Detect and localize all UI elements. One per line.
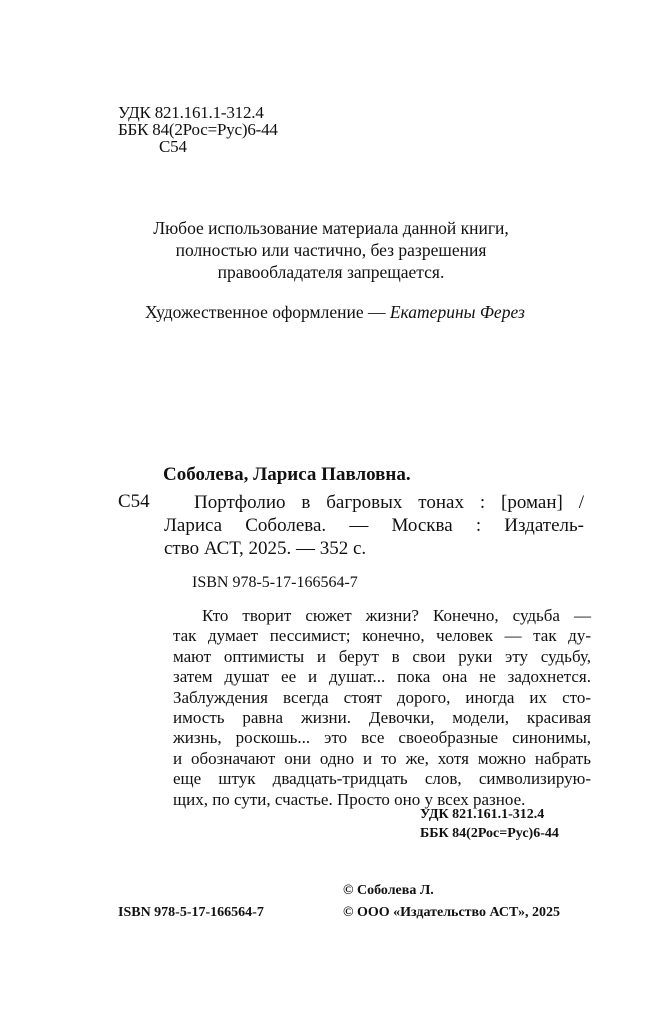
bbk-index: ББК 84(2Рос=Рус)6-44 <box>118 120 278 139</box>
annotation-line: Заблуждения всегда стоят дорого, иногда их сто- <box>173 687 591 707</box>
catalog-cutter-code: С54 <box>118 491 150 512</box>
copyright-publisher: © ООО «Издательство АСТ», 2025 <box>343 905 561 920</box>
copyright-author: © Соболева Л. <box>343 883 434 898</box>
usage-notice-line-2: полностью или частично, без разрешения <box>175 240 487 260</box>
catalog-description-line: ство АСТ, 2025. — 352 с. <box>164 538 367 559</box>
art-designer-name: Екатерины Ферез <box>389 302 525 322</box>
annotation <box>173 606 591 810</box>
annotation-line: и обозначают они одно и то же, хотя можно набрать <box>173 748 591 768</box>
annotation-line: жизнь, роскошь... это все своеобразные синонимы, <box>173 728 591 748</box>
annotation-line: так думает пессимист; конечно, человек — так ду- <box>173 626 591 646</box>
usage-notice-line-3: правообладателя запрещается. <box>217 262 445 282</box>
annotation-line: имость равна жизни. Девочки, модели, красивая <box>173 708 591 728</box>
catalog-bbk: ББК 84(2Рос=Рус)6-44 <box>420 826 559 841</box>
udk-index: УДК 821.161.1-312.4 <box>118 103 264 122</box>
annotation-line: щих, по сути, счастье. Просто оно у всех разное. <box>173 789 526 809</box>
cutter-code: С54 <box>159 137 187 156</box>
annotation-line: Кто творит сюжет жизни? Конечно, судьба — <box>202 606 591 625</box>
catalog-udk: УДК 821.161.1-312.4 <box>420 807 545 822</box>
catalog-description <box>164 491 584 560</box>
annotation-line: еще штук двадцать-тридцать слов, символизирую- <box>173 769 591 789</box>
art-design-label: Художественное оформление — <box>145 302 390 322</box>
annotation-line: мают оптимисты и берут в свои руки эту судьбу, <box>173 646 591 666</box>
catalog-description-line: Портфолио в багровых тонах : [роман] / <box>194 492 584 513</box>
footer-isbn: ISBN 978-5-17-166564-7 <box>118 905 264 920</box>
usage-notice-line-1: Любое использование материала данной книги, <box>153 218 509 238</box>
annotation-line: затем душат ее и душат... пока она не задохнется. <box>173 667 591 687</box>
catalog-author: Соболева, Лариса Павловна. <box>163 464 411 485</box>
catalog-isbn: ISBN 978-5-17-166564-7 <box>192 574 358 591</box>
art-design-credit <box>145 302 525 323</box>
catalog-description-line: Лариса Соболева. — Москва : Издатель- <box>164 515 584 536</box>
